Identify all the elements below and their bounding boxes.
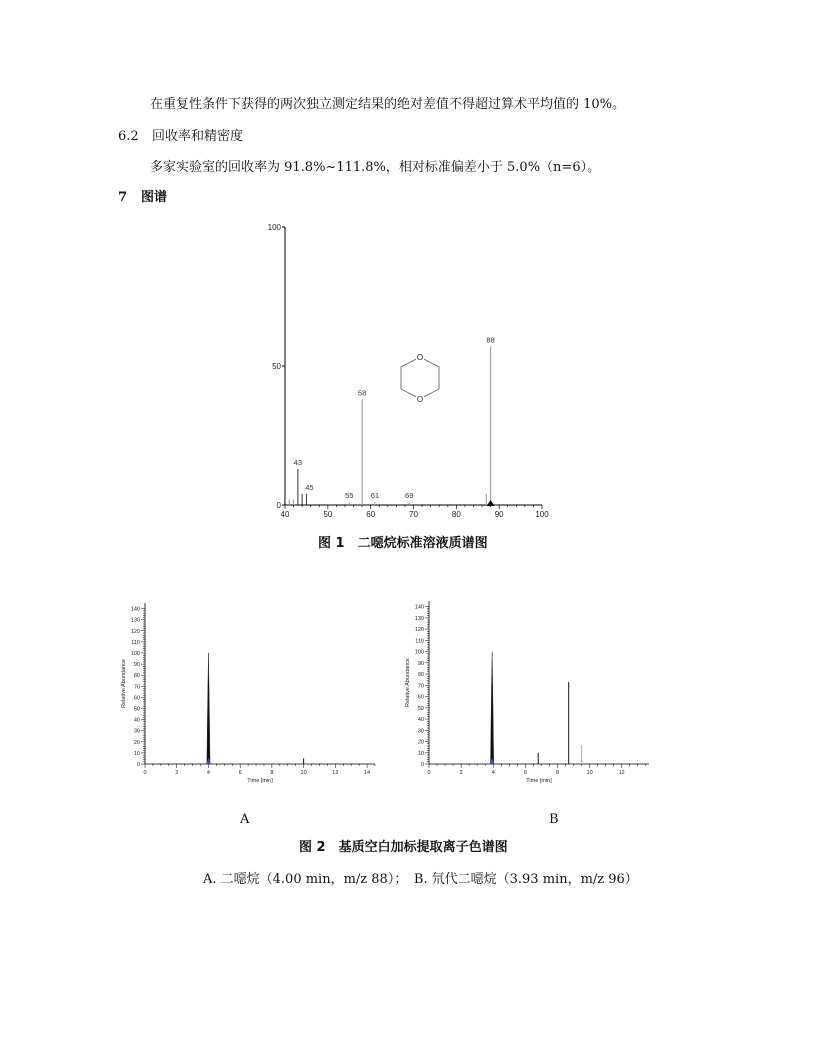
x-axis-title: Time [min] <box>247 778 273 784</box>
x-tick-label: 12 <box>332 770 339 776</box>
x-tick-label: 2 <box>459 770 463 776</box>
panel-a-label: A <box>240 812 250 827</box>
y-tick-label: 70 <box>417 683 424 690</box>
chromatogram-peak <box>491 652 494 764</box>
x-tick-label: 100 <box>535 510 549 519</box>
peak-label: 61 <box>370 491 380 501</box>
y-tick-label: 100 <box>267 223 281 232</box>
x-tick-label: 0 <box>143 770 147 776</box>
y-tick-label: 40 <box>417 717 424 724</box>
x-tick-label: 50 <box>323 510 333 519</box>
y-tick-label: 120 <box>130 628 140 635</box>
peak-label: 58 <box>357 388 367 398</box>
y-tick-label: 50 <box>417 705 424 712</box>
y-tick-label: 30 <box>417 728 424 735</box>
y-tick-label: 10 <box>417 750 424 757</box>
y-tick-label: 140 <box>414 604 424 611</box>
x-tick-label: 0 <box>427 770 431 776</box>
y-tick-label: 130 <box>414 615 424 622</box>
x-tick-label: 8 <box>270 770 274 776</box>
y-tick-label: 80 <box>417 672 424 679</box>
y-tick-label: 60 <box>417 694 424 701</box>
section-6-2-number: 6.2 <box>118 129 139 144</box>
y-tick-label: 130 <box>130 617 140 624</box>
y-tick-label: 40 <box>133 717 140 724</box>
x-tick-label: 90 <box>494 510 504 519</box>
section-7-number: 7 <box>118 190 128 205</box>
y-tick-label: 0 <box>136 762 140 768</box>
x-tick-label: 10 <box>586 770 593 776</box>
y-tick-label: 80 <box>133 673 140 680</box>
dioxane-ring <box>401 357 439 399</box>
chromatogram-b-chart <box>404 592 656 790</box>
peak-label: 45 <box>305 482 314 492</box>
y-axis-title: Relative Abundance <box>405 658 411 707</box>
y-tick-label: 140 <box>130 606 140 613</box>
peak-label: 43 <box>293 457 303 467</box>
y-tick-label: 20 <box>133 739 140 746</box>
figure2-caption: 图 2 基质空白加标提取离子色谱图 <box>299 840 508 855</box>
y-axis-title: Relative Abundance <box>121 659 127 708</box>
x-tick-label: 12 <box>618 770 625 776</box>
figure1-caption: 图 1 二噁烷标准溶液质谱图 <box>318 536 488 551</box>
y-tick-label: 60 <box>133 695 140 702</box>
x-tick-label: 6 <box>238 770 242 776</box>
y-tick-label: 110 <box>131 639 140 646</box>
y-tick-label: 70 <box>133 684 140 691</box>
x-tick-label: 6 <box>523 770 527 776</box>
y-tick-label: 100 <box>414 649 424 656</box>
y-tick-label: 0 <box>276 501 281 510</box>
x-tick-label: 8 <box>555 770 559 776</box>
chromatogram-peak <box>207 653 210 764</box>
x-tick-label: 70 <box>409 510 418 519</box>
mass-spectrum-chart <box>260 215 560 520</box>
x-tick-label: 14 <box>364 770 371 776</box>
y-tick-label: 90 <box>417 660 424 667</box>
x-tick-label: 4 <box>206 770 210 776</box>
y-tick-label: 30 <box>133 728 140 735</box>
y-tick-label: 110 <box>415 638 424 645</box>
figure2-legend: A. 二噁烷（4.00 min，m/z 88）； B. 氘代二噁烷（3.93 min，m/z 96） <box>203 872 638 887</box>
peak-label: 88 <box>486 335 495 345</box>
x-tick-label: 60 <box>366 510 376 519</box>
y-tick-label: 10 <box>133 750 140 757</box>
recovery-paragraph: 多家实验室的回收率为 91.8%~111.8%，相对标准偏差小于 5.0%（n=6）。 <box>150 160 601 175</box>
y-tick-label: 120 <box>414 627 424 634</box>
peak-label: 69 <box>405 491 414 501</box>
dioxane-structure-icon <box>401 352 439 404</box>
x-tick-label: 4 <box>491 770 495 776</box>
x-tick-label: 10 <box>300 770 307 776</box>
y-tick-label: 20 <box>417 739 424 746</box>
y-tick-label: 50 <box>272 362 281 371</box>
precursor-marker-icon <box>487 500 495 506</box>
y-tick-label: 90 <box>133 662 140 669</box>
repeatability-paragraph: 在重复性条件下获得的两次独立测定结果的绝对差值不得超过算术平均值的 10%。 <box>150 97 626 112</box>
y-tick-label: 100 <box>130 650 140 657</box>
oxygen-atom-label: O <box>416 353 424 362</box>
x-axis-title: Time [min] <box>526 778 552 784</box>
section-7-title: 图谱 <box>141 190 168 205</box>
section-6-2-title: 回收率和精密度 <box>152 129 244 144</box>
x-tick-label: 2 <box>175 770 179 776</box>
panel-b-label: B <box>549 812 559 827</box>
y-tick-label: 50 <box>133 706 140 713</box>
chromatogram-a-chart <box>112 594 384 790</box>
peak-label: 55 <box>345 491 354 501</box>
x-tick-label: 80 <box>451 510 461 519</box>
x-tick-label: 40 <box>280 510 290 519</box>
oxygen-atom-label: O <box>416 395 424 404</box>
y-tick-label: 0 <box>420 762 424 768</box>
